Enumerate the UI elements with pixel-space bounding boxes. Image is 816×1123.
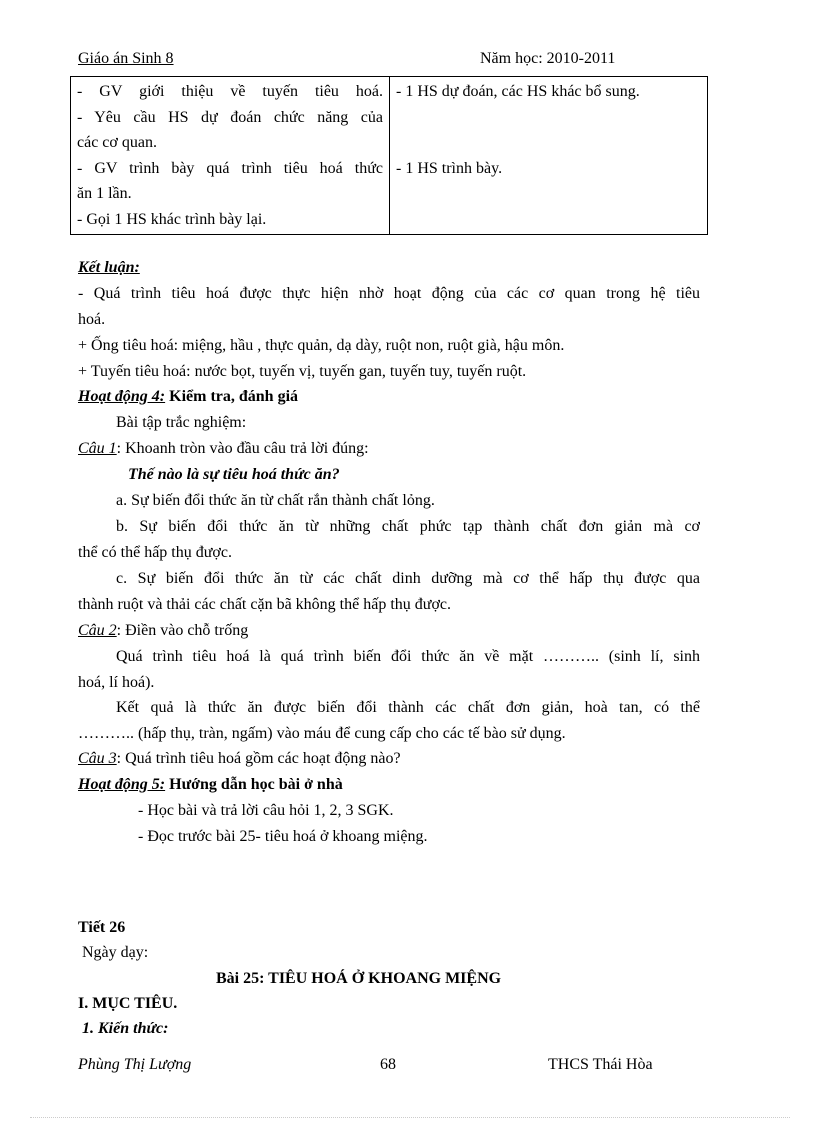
option-c: c. Sự biến đổi thức ăn từ các chất dinh dưỡng mà cơ thể hấp thụ được qua: [116, 570, 700, 587]
question-2-label: Câu 2: [78, 622, 117, 639]
question-2-text: : Điền vào chỗ trống: [116, 622, 249, 639]
teacher-line: ăn 1 lần.: [77, 185, 132, 202]
option-a: a. Sự biến đổi thức ăn từ chất rắn thành chất lỏng.: [116, 492, 435, 509]
teacher-line: - GV giới thiệu về tuyến tiêu hoá.: [77, 83, 383, 100]
table-row: [71, 77, 708, 235]
footer-page-number: 68: [380, 1056, 396, 1073]
question-1-label: Câu 1: [78, 440, 117, 457]
student-line: - 1 HS trình bày.: [396, 159, 503, 177]
student-column: [390, 77, 708, 235]
activity5-heading: [78, 776, 700, 794]
teacher-line: các cơ quan.: [77, 134, 157, 151]
conclusion-line: - Quá trình tiêu hoá được thực hiện nhờ hoạt động của các cơ quan trong hệ tiêu: [78, 285, 700, 302]
activity4-title: Kiểm tra, đánh giá: [165, 388, 299, 405]
activity4-label: Hoạt động 4:: [78, 388, 166, 405]
conclusion-heading-line: [78, 259, 700, 277]
page-bottom-divider: [30, 1117, 790, 1118]
question-1-prompt: Thế nào là sự tiêu hoá thức ăn?: [128, 466, 340, 483]
question-3-text: : Quá trình tiêu hoá gồm các hoạt động nào?: [116, 750, 401, 767]
fill-in-paragraph-1-cont: hoá, lí hoá).: [78, 674, 155, 691]
question-1-text: : Khoanh tròn vào đầu câu trả lời đúng:: [116, 440, 369, 457]
exercise-intro: Bài tập trắc nghiệm:: [116, 414, 247, 431]
question-2: [78, 622, 700, 640]
teaching-date: Ngày dạy:: [82, 944, 149, 961]
homework-item: - Đọc trước bài 25- tiêu hoá ở khoang miệng.: [138, 828, 428, 845]
activity-table: [70, 76, 708, 235]
option-b: b. Sự biến đổi thức ăn từ những chất phức tạp thành chất đơn giản mà cơ: [116, 518, 700, 535]
question-3-label: Câu 3: [78, 750, 117, 767]
activity4-heading: [78, 388, 700, 406]
conclusion-line: hoá.: [78, 311, 106, 328]
header-subject: Giáo án Sinh 8: [78, 50, 174, 67]
fill-in-paragraph-1: Quá trình tiêu hoá là quá trình biến đổi thức ăn về mặt ……….. (sinh lí, sinh: [116, 648, 700, 665]
fill-in-paragraph-2-cont: ……….. (hấp thụ, tràn, ngấm) vào máu để cung cấp cho các tế bào sử dụng.: [78, 725, 566, 742]
header-school-year: Năm học: 2010-2011: [480, 50, 616, 67]
conclusion-line: + Tuyến tiêu hoá: nước bọt, tuyến vị, tuyến gan, tuyến tuy, tuyến ruột.: [78, 363, 527, 380]
lesson-title: Bài 25: TIÊU HOÁ Ở KHOANG MIỆNG: [216, 970, 502, 987]
activity5-title: Hướng dẫn học bài ở nhà: [165, 776, 343, 793]
teacher-line: - GV trình bày quá trình tiêu hoá thức: [77, 159, 383, 177]
teacher-column: [71, 77, 390, 235]
conclusion-line: + Ống tiêu hoá: miệng, hầu , thực quản, dạ dày, ruột non, ruột già, hậu môn.: [78, 337, 565, 354]
option-c-cont: thành ruột và thải các chất cặn bã không thể hấp thụ được.: [78, 596, 451, 613]
question-3: [78, 750, 700, 768]
fill-in-paragraph-2: Kết quả là thức ăn được biến đổi thành các chất đơn giản, hoà tan, có thể: [116, 699, 700, 716]
footer-author: Phùng Thị Lượng: [78, 1056, 192, 1073]
conclusion-heading: Kết luận:: [78, 259, 140, 276]
section-heading: I. MỤC TIÊU.: [78, 995, 178, 1012]
student-line: - 1 HS dự đoán, các HS khác bổ sung.: [396, 83, 640, 100]
period-number: Tiết 26: [78, 919, 126, 936]
teacher-line: - Gọi 1 HS khác trình bày lại.: [77, 210, 267, 228]
option-b-cont: thể có thể hấp thụ được.: [78, 544, 232, 561]
homework-item: - Học bài và trả lời câu hỏi 1, 2, 3 SGK.: [138, 802, 394, 819]
subsection-heading: 1. Kiến thức:: [82, 1020, 169, 1037]
question-1: [78, 440, 700, 458]
activity5-label: Hoạt động 5:: [78, 776, 166, 793]
teacher-line: - Yêu cầu HS dự đoán chức năng của: [77, 108, 383, 126]
footer-school: THCS Thái Hòa: [548, 1056, 653, 1073]
